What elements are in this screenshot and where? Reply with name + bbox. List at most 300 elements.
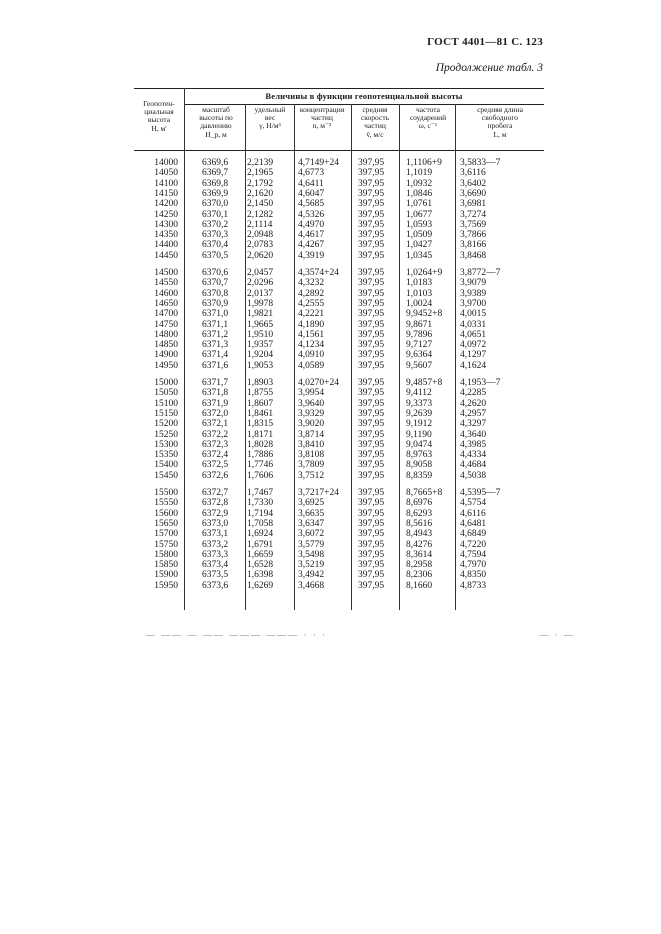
cell-mean-speed: 397,95: [358, 378, 385, 388]
cell-mean-speed: 397,95: [358, 498, 385, 509]
cell-mean-speed: 397,95: [358, 360, 385, 371]
col-header-mean-speed: средняя скорость частиц v̄, м/с: [360, 105, 390, 139]
cell-pressure-scale-height: 6370,3: [202, 230, 229, 241]
cell-mean-free-path: 4,8350: [460, 570, 487, 581]
cell-particle-concentration: 3,5219: [298, 560, 325, 571]
cell-specific-weight: 1,6791: [247, 539, 274, 550]
table-row: [134, 278, 544, 288]
cell-pressure-scale-height: 6372,2: [202, 429, 229, 440]
cell-collision-frequency: 9,8671: [406, 319, 433, 330]
cell-collision-frequency: 9,2639: [406, 408, 433, 419]
cell-collision-frequency: 8,2958: [406, 560, 433, 571]
cell-pressure-scale-height: 6372,7: [202, 488, 229, 498]
cell-particle-concentration: 3,8714: [298, 429, 325, 440]
cell-specific-weight: 1,8461: [247, 408, 274, 419]
cell-collision-frequency: 9,7896: [406, 329, 433, 340]
cell-pressure-scale-height: 6371,1: [202, 319, 229, 330]
cell-particle-concentration: 4,5326: [298, 209, 325, 220]
cell-particle-concentration: 3,7217+24: [298, 488, 339, 498]
cell-geopotential-height: 14100: [154, 178, 178, 189]
cell-pressure-scale-height: 6369,7: [202, 168, 229, 179]
cell-mean-free-path: 4,0015: [460, 309, 487, 320]
cell-geopotential-height: 15800: [154, 549, 178, 560]
cell-particle-concentration: 3,9329: [298, 408, 325, 419]
cell-mean-free-path: 4,2285: [460, 388, 487, 399]
cell-particle-concentration: 4,1234: [298, 340, 325, 351]
cell-collision-frequency: 8,6976: [406, 498, 433, 509]
cell-geopotential-height: 15600: [154, 508, 178, 519]
cell-particle-concentration: 4,1561: [298, 329, 325, 340]
cell-particle-concentration: 4,4267: [298, 240, 325, 251]
cell-geopotential-height: 15300: [154, 439, 178, 450]
cell-mean-free-path: 4,5395—7: [460, 488, 501, 498]
table-row: [134, 460, 544, 470]
table-row: [134, 540, 544, 550]
table-row: [134, 419, 544, 429]
cell-collision-frequency: 9,5607: [406, 360, 433, 371]
cell-mean-free-path: 3,7274: [460, 209, 487, 220]
cell-collision-frequency: 8,8359: [406, 470, 433, 481]
cell-geopotential-height: 14800: [154, 329, 178, 340]
header-bottom-rule: [134, 150, 544, 151]
cell-mean-speed: 397,95: [358, 199, 385, 210]
cell-mean-speed: 397,95: [358, 240, 385, 251]
cell-mean-speed: 397,95: [358, 388, 385, 399]
cell-collision-frequency: 9,7127: [406, 340, 433, 351]
table-row: [134, 330, 544, 340]
table-row: [134, 179, 544, 189]
cell-particle-concentration: 4,0910: [298, 350, 325, 361]
cell-specific-weight: 2,0948: [247, 230, 274, 241]
cell-pressure-scale-height: 6373,2: [202, 539, 229, 550]
cell-particle-concentration: 4,7149+24: [298, 158, 339, 168]
table-row: [134, 471, 544, 481]
cell-mean-free-path: 3,5833—7: [460, 158, 501, 168]
cell-mean-speed: 397,95: [358, 508, 385, 519]
cell-pressure-scale-height: 6373,0: [202, 518, 229, 529]
cell-mean-speed: 397,95: [358, 429, 385, 440]
cell-mean-free-path: 4,6849: [460, 529, 487, 540]
cell-pressure-scale-height: 6373,1: [202, 529, 229, 540]
cell-mean-free-path: 4,5038: [460, 470, 487, 481]
cell-geopotential-height: 14750: [154, 319, 178, 330]
cell-mean-speed: 397,95: [358, 168, 385, 179]
cell-collision-frequency: 8,9763: [406, 450, 433, 461]
cell-mean-speed: 397,95: [358, 539, 385, 550]
cell-mean-speed: 397,95: [358, 570, 385, 581]
cell-particle-concentration: 4,0270+24: [298, 378, 339, 388]
cell-geopotential-height: 15200: [154, 419, 178, 430]
cell-geopotential-height: 14400: [154, 240, 178, 251]
cell-geopotential-height: 15750: [154, 539, 178, 550]
cell-particle-concentration: 3,6072: [298, 529, 325, 540]
table-row: [134, 388, 544, 398]
cell-collision-frequency: 9,4857+8: [406, 378, 443, 388]
cell-specific-weight: 1,7746: [247, 460, 274, 471]
cell-geopotential-height: 15550: [154, 498, 178, 509]
cell-mean-free-path: 3,9079: [460, 278, 487, 289]
cell-particle-concentration: 3,9020: [298, 419, 325, 430]
cell-particle-concentration: 4,2221: [298, 309, 325, 320]
cell-particle-concentration: 4,4970: [298, 219, 325, 230]
cell-geopotential-height: 15050: [154, 388, 178, 399]
cell-mean-free-path: 4,0972: [460, 340, 487, 351]
cell-specific-weight: 2,0296: [247, 278, 274, 289]
cell-collision-frequency: 1,0183: [406, 278, 433, 289]
cell-mean-free-path: 3,6981: [460, 199, 487, 210]
cell-mean-free-path: 4,3640: [460, 429, 487, 440]
cell-specific-weight: 2,1114: [247, 219, 273, 230]
cell-geopotential-height: 14950: [154, 360, 178, 371]
cell-pressure-scale-height: 6373,5: [202, 570, 229, 581]
cell-mean-speed: 397,95: [358, 549, 385, 560]
cell-mean-speed: 397,95: [358, 580, 385, 591]
cell-geopotential-height: 15150: [154, 408, 178, 419]
cell-collision-frequency: 1,0024: [406, 298, 433, 309]
cell-specific-weight: 1,6528: [247, 560, 274, 571]
col-header-geopotential-height: Геопотен- циальная высота H, м': [143, 99, 175, 133]
page-header: ГОСТ 4401—81 С. 123: [427, 36, 543, 48]
table-row: [134, 570, 544, 580]
cell-particle-concentration: 3,7809: [298, 460, 325, 471]
cell-particle-concentration: 3,5498: [298, 549, 325, 560]
cell-mean-free-path: 4,6481: [460, 518, 487, 529]
cell-geopotential-height: 14650: [154, 298, 178, 309]
table-row: [134, 509, 544, 519]
cell-mean-speed: 397,95: [358, 219, 385, 230]
cell-mean-speed: 397,95: [358, 268, 385, 278]
table-row: [134, 399, 544, 409]
cell-pressure-scale-height: 6371,9: [202, 398, 229, 409]
cell-mean-speed: 397,95: [358, 460, 385, 471]
cell-mean-free-path: 4,7594: [460, 549, 487, 560]
cell-pressure-scale-height: 6372,4: [202, 450, 229, 461]
cell-collision-frequency: 1,0509: [406, 230, 433, 241]
cell-pressure-scale-height: 6370,0: [202, 199, 229, 210]
cell-geopotential-height: 14300: [154, 219, 178, 230]
cell-geopotential-height: 14000: [154, 158, 178, 168]
table-row: [134, 189, 544, 199]
cell-specific-weight: 1,8903: [247, 378, 274, 388]
cell-mean-free-path: 4,1953—7: [460, 378, 501, 388]
table-row: [134, 550, 544, 560]
table-row: [134, 199, 544, 209]
cell-pressure-scale-height: 6370,7: [202, 278, 229, 289]
cell-collision-frequency: 8,2306: [406, 570, 433, 581]
cell-specific-weight: 2,1450: [247, 199, 274, 210]
table-row: [134, 220, 544, 230]
cell-pressure-scale-height: 6370,1: [202, 209, 229, 220]
cell-mean-free-path: 4,2620: [460, 398, 487, 409]
cell-geopotential-height: 14450: [154, 250, 178, 261]
cell-particle-concentration: 3,7512: [298, 470, 325, 481]
cell-mean-free-path: 3,6116: [460, 168, 486, 179]
cell-mean-free-path: 3,7569: [460, 219, 487, 230]
cell-mean-free-path: 4,0331: [460, 319, 487, 330]
table-row: [134, 430, 544, 440]
cell-mean-free-path: 4,4334: [460, 450, 487, 461]
cell-mean-speed: 397,95: [358, 329, 385, 340]
cell-geopotential-height: 15900: [154, 570, 178, 581]
table-row: [134, 361, 544, 371]
table-row: [134, 251, 544, 261]
cell-collision-frequency: 1,0846: [406, 188, 433, 199]
cell-collision-frequency: 8,4276: [406, 539, 433, 550]
cell-geopotential-height: 14500: [154, 268, 178, 278]
cell-pressure-scale-height: 6371,2: [202, 329, 229, 340]
table-row: [134, 350, 544, 360]
cell-particle-concentration: 3,4668: [298, 580, 325, 591]
cell-specific-weight: 2,0137: [247, 288, 274, 299]
cell-mean-free-path: 3,7866: [460, 230, 487, 241]
page-footer-marks: — —— — —— ——— ——— · · · — · —: [146, 630, 575, 640]
cell-pressure-scale-height: 6369,6: [202, 158, 229, 168]
cell-particle-concentration: 3,8108: [298, 450, 325, 461]
col-header-particle-concentration: концентрация частиц n, м⁻³: [299, 105, 345, 131]
cell-mean-free-path: 4,4684: [460, 460, 487, 471]
cell-mean-speed: 397,95: [358, 309, 385, 320]
cell-particle-concentration: 3,9954: [298, 388, 325, 399]
cell-pressure-scale-height: 6371,4: [202, 350, 229, 361]
cell-pressure-scale-height: 6373,4: [202, 560, 229, 571]
cell-mean-speed: 397,95: [358, 398, 385, 409]
cell-mean-speed: 397,95: [358, 419, 385, 430]
cell-mean-free-path: 3,9389: [460, 288, 487, 299]
cell-mean-speed: 397,95: [358, 209, 385, 220]
cell-mean-free-path: 3,8772—7: [460, 268, 501, 278]
cell-mean-speed: 397,95: [358, 278, 385, 289]
cell-particle-concentration: 3,6925: [298, 498, 325, 509]
cell-particle-concentration: 4,2555: [298, 298, 325, 309]
cell-specific-weight: 2,1620: [247, 188, 274, 199]
cell-pressure-scale-height: 6372,5: [202, 460, 229, 471]
cell-collision-frequency: 9,6364: [406, 350, 433, 361]
cell-geopotential-height: 15350: [154, 450, 178, 461]
cell-collision-frequency: 8,9058: [406, 460, 433, 471]
cell-mean-speed: 397,95: [358, 178, 385, 189]
cell-specific-weight: 1,9510: [247, 329, 274, 340]
cell-particle-concentration: 4,1890: [298, 319, 325, 330]
cell-collision-frequency: 9,0474: [406, 439, 433, 450]
cell-specific-weight: 1,9821: [247, 309, 274, 320]
cell-mean-free-path: 3,8468: [460, 250, 487, 261]
cell-collision-frequency: 1,0677: [406, 209, 433, 220]
cell-collision-frequency: 1,0103: [406, 288, 433, 299]
cell-geopotential-height: 15850: [154, 560, 178, 571]
cell-specific-weight: 1,9978: [247, 298, 274, 309]
cell-particle-concentration: 3,6635: [298, 508, 325, 519]
cell-collision-frequency: 8,4943: [406, 529, 433, 540]
cell-collision-frequency: 1,0932: [406, 178, 433, 189]
table-row: [134, 529, 544, 539]
cell-pressure-scale-height: 6373,3: [202, 549, 229, 560]
cell-pressure-scale-height: 6370,6: [202, 268, 229, 278]
table-row: [134, 450, 544, 460]
cell-collision-frequency: 8,1660: [406, 580, 433, 591]
col-header-pressure-scale-height: масштаб высоты по давлению H_p, м: [199, 105, 233, 139]
table-row: [134, 240, 544, 250]
col-header-collision-frequency: частота соударений ω, с⁻¹: [409, 105, 447, 131]
table-row: [134, 268, 544, 278]
cell-specific-weight: 1,9053: [247, 360, 274, 371]
table-row: [134, 378, 544, 388]
cell-geopotential-height: 15500: [154, 488, 178, 498]
cell-specific-weight: 1,7606: [247, 470, 274, 481]
table-row: [134, 409, 544, 419]
cell-specific-weight: 2,1965: [247, 168, 274, 179]
table-row: [134, 320, 544, 330]
table-row: [134, 230, 544, 240]
col-header-mean-free-path: средняя длина свободного пробега L, м: [477, 105, 523, 139]
cell-pressure-scale-height: 6372,6: [202, 470, 229, 481]
table-row: [134, 210, 544, 220]
cell-specific-weight: 1,7058: [247, 518, 274, 529]
cell-pressure-scale-height: 6369,9: [202, 188, 229, 199]
cell-pressure-scale-height: 6371,6: [202, 360, 229, 371]
cell-specific-weight: 1,7194: [247, 508, 274, 519]
cell-geopotential-height: 14850: [154, 340, 178, 351]
cell-geopotential-height: 15250: [154, 429, 178, 440]
cell-mean-free-path: 4,6116: [460, 508, 486, 519]
cell-mean-speed: 397,95: [358, 319, 385, 330]
table-row: [134, 581, 544, 591]
cell-mean-free-path: 4,5754: [460, 498, 487, 509]
table-continuation-label: Продолжение табл. 3: [435, 62, 543, 74]
cell-pressure-scale-height: 6371,7: [202, 378, 229, 388]
cell-pressure-scale-height: 6370,2: [202, 219, 229, 230]
cell-specific-weight: 2,0457: [247, 268, 274, 278]
cell-mean-speed: 397,95: [358, 488, 385, 498]
table-row: [134, 299, 544, 309]
cell-pressure-scale-height: 6371,3: [202, 340, 229, 351]
cell-particle-concentration: 4,6411: [298, 178, 324, 189]
cell-specific-weight: 1,8171: [247, 429, 274, 440]
cell-pressure-scale-height: 6370,5: [202, 250, 229, 261]
cell-mean-free-path: 4,3985: [460, 439, 487, 450]
table-supertitle: Величины в функции геопотенциальной высоты: [265, 91, 463, 101]
table-row: [134, 340, 544, 350]
cell-specific-weight: 1,9204: [247, 350, 274, 361]
cell-pressure-scale-height: 6372,3: [202, 439, 229, 450]
cell-mean-free-path: 3,6402: [460, 178, 487, 189]
cell-particle-concentration: 4,3919: [298, 250, 325, 261]
cell-mean-free-path: 3,6690: [460, 188, 487, 199]
cell-collision-frequency: 1,0264+9: [406, 268, 443, 278]
cell-specific-weight: 1,6398: [247, 570, 274, 581]
cell-collision-frequency: 1,0427: [406, 240, 433, 251]
cell-collision-frequency: 1,0593: [406, 219, 433, 230]
cell-geopotential-height: 15400: [154, 460, 178, 471]
cell-mean-speed: 397,95: [358, 250, 385, 261]
cell-particle-concentration: 4,0589: [298, 360, 325, 371]
cell-collision-frequency: 1,1019: [406, 168, 433, 179]
cell-particle-concentration: 3,8410: [298, 439, 325, 450]
cell-specific-weight: 1,6659: [247, 549, 274, 560]
cell-geopotential-height: 15650: [154, 518, 178, 529]
cell-specific-weight: 1,6269: [247, 580, 274, 591]
cell-mean-speed: 397,95: [358, 470, 385, 481]
cell-pressure-scale-height: 6369,8: [202, 178, 229, 189]
cell-particle-concentration: 4,6047: [298, 188, 325, 199]
cell-mean-free-path: 4,3297: [460, 419, 487, 430]
cell-mean-speed: 397,95: [358, 450, 385, 461]
cell-mean-free-path: 4,7220: [460, 539, 487, 550]
cell-particle-concentration: 4,2892: [298, 288, 325, 299]
table-row: [134, 498, 544, 508]
cell-geopotential-height: 14600: [154, 288, 178, 299]
cell-specific-weight: 2,1282: [247, 209, 274, 220]
cell-specific-weight: 2,1792: [247, 178, 274, 189]
cell-collision-frequency: 9,9452+8: [406, 309, 443, 320]
cell-collision-frequency: 8,3614: [406, 549, 433, 560]
table-row: [134, 488, 544, 498]
cell-mean-free-path: 4,1624: [460, 360, 487, 371]
cell-geopotential-height: 15950: [154, 580, 178, 591]
cell-particle-concentration: 4,6773: [298, 168, 325, 179]
cell-pressure-scale-height: 6371,0: [202, 309, 229, 320]
cell-particle-concentration: 4,3574+24: [298, 268, 339, 278]
cell-collision-frequency: 9,3373: [406, 398, 433, 409]
cell-geopotential-height: 14250: [154, 209, 178, 220]
cell-collision-frequency: 9,1190: [406, 429, 432, 440]
cell-collision-frequency: 9,4112: [406, 388, 432, 399]
table-row: [134, 168, 544, 178]
cell-particle-concentration: 3,4942: [298, 570, 325, 581]
cell-pressure-scale-height: 6372,8: [202, 498, 229, 509]
cell-collision-frequency: 1,0761: [406, 199, 433, 210]
cell-geopotential-height: 15450: [154, 470, 178, 481]
table-row: [134, 158, 544, 168]
cell-mean-free-path: 4,7970: [460, 560, 487, 571]
cell-geopotential-height: 14050: [154, 168, 178, 179]
cell-pressure-scale-height: 6373,6: [202, 580, 229, 591]
cell-specific-weight: 1,7330: [247, 498, 274, 509]
table-row: [134, 440, 544, 450]
cell-mean-free-path: 4,2957: [460, 408, 487, 419]
cell-geopotential-height: 15000: [154, 378, 178, 388]
cell-specific-weight: 1,8315: [247, 419, 274, 430]
cell-particle-concentration: 3,6347: [298, 518, 325, 529]
cell-pressure-scale-height: 6370,4: [202, 240, 229, 251]
cell-pressure-scale-height: 6371,8: [202, 388, 229, 399]
cell-particle-concentration: 4,3232: [298, 278, 325, 289]
cell-geopotential-height: 14200: [154, 199, 178, 210]
cell-mean-speed: 397,95: [358, 158, 385, 168]
cell-collision-frequency: 8,5616: [406, 518, 433, 529]
cell-specific-weight: 1,9357: [247, 340, 274, 351]
cell-mean-speed: 397,95: [358, 350, 385, 361]
cell-specific-weight: 1,7467: [247, 488, 274, 498]
cell-particle-concentration: 4,5685: [298, 199, 325, 210]
cell-geopotential-height: 14900: [154, 350, 178, 361]
cell-mean-speed: 397,95: [358, 288, 385, 299]
cell-geopotential-height: 14150: [154, 188, 178, 199]
cell-mean-speed: 397,95: [358, 439, 385, 450]
cell-mean-speed: 397,95: [358, 298, 385, 309]
cell-specific-weight: 2,0783: [247, 240, 274, 251]
cell-particle-concentration: 4,4617: [298, 230, 325, 241]
cell-pressure-scale-height: 6372,0: [202, 408, 229, 419]
cell-mean-free-path: 4,1297: [460, 350, 487, 361]
cell-specific-weight: 1,7886: [247, 450, 274, 461]
cell-specific-weight: 1,8755: [247, 388, 274, 399]
cell-mean-speed: 397,95: [358, 408, 385, 419]
cell-pressure-scale-height: 6372,9: [202, 508, 229, 519]
cell-collision-frequency: 9,1912: [406, 419, 433, 430]
cell-pressure-scale-height: 6370,8: [202, 288, 229, 299]
cell-mean-speed: 397,95: [358, 560, 385, 571]
cell-collision-frequency: 1,0345: [406, 250, 433, 261]
